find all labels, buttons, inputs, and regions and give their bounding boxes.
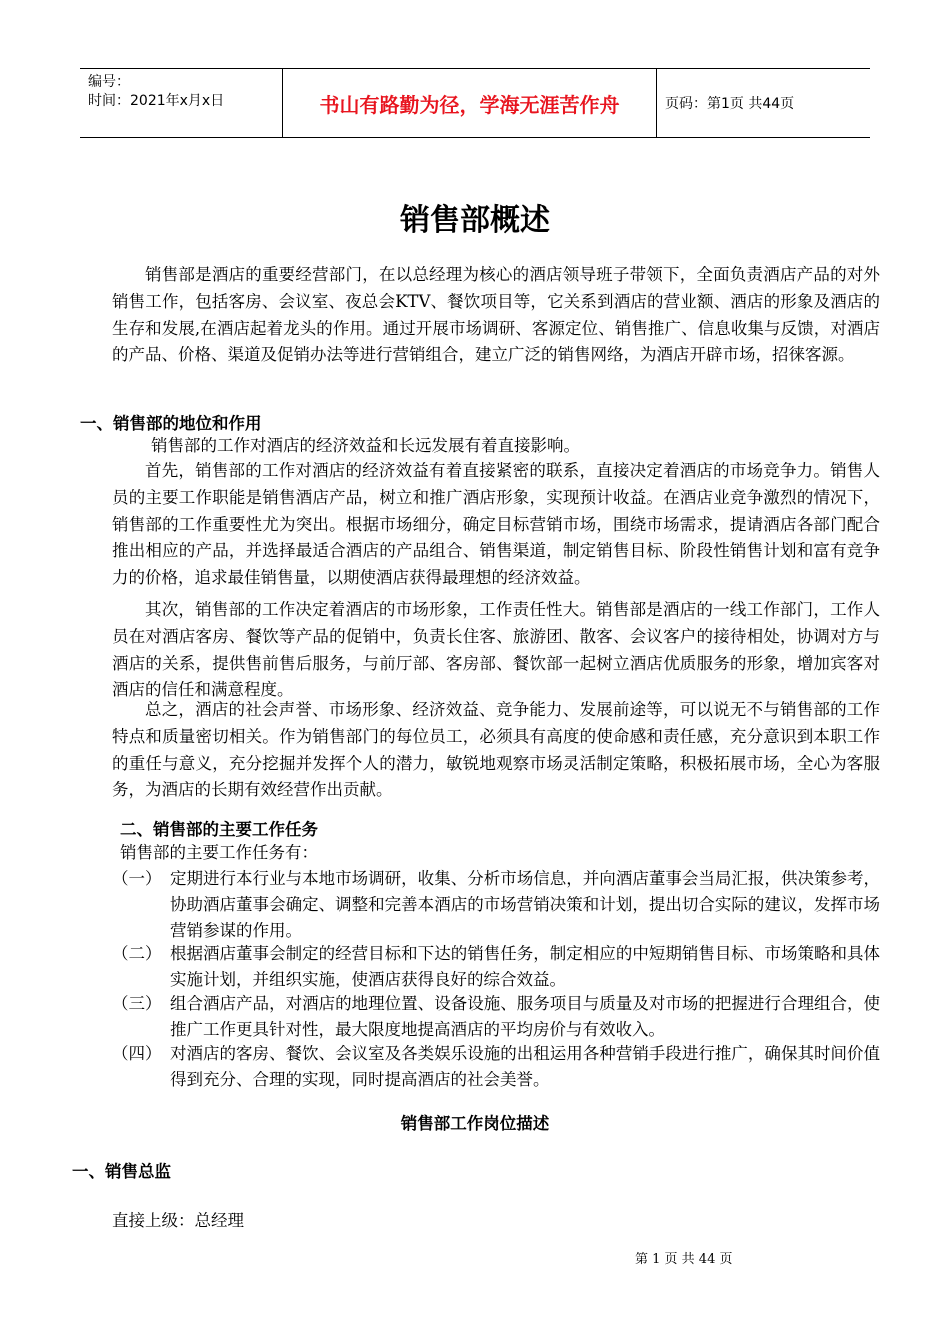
- header-motto: 书山有路勤为径，学海无涯苦作舟: [283, 69, 657, 137]
- task-number: （一）: [112, 869, 162, 888]
- section1-paragraph-4: 总之，酒店的社会声誉、市场形象、经济效益、竞争能力、发展前途等，可以说无不与销售部的工作特点和质量密切相关。作为销售部门的每位员工，必须具有高度的使命感和责任感，充分意识到本职工作的重任与意义，充分挖掘并发挥个人的潜力，敏锐地观察市场灵活制定策略，积极拓展市场，全心为客服务，为酒店的长期有效经营作出贡献。: [112, 700, 880, 800]
- task-number: （三）: [112, 994, 162, 1013]
- header-page-info: 页码：第1页 共44页: [665, 96, 795, 112]
- document-date: 时间：2021年x月x日: [88, 93, 225, 109]
- document-title: 销售部概述: [400, 203, 550, 238]
- task-text: 根据酒店董事会制定的经营目标和下达的销售任务，制定相应的中短期销售目标、市场策略和具体实施计划，并组织实施，使酒店获得良好的综合效益。: [170, 944, 880, 989]
- task-text: 对酒店的客房、餐饮、会议室及各类娱乐设施的出租运用各种营销手段进行推广，确保其时间价值得到充分、合理的实现，同时提高酒店的社会美誉。: [170, 1044, 880, 1089]
- section2-lead: 销售部的主要工作任务有：: [120, 843, 318, 862]
- section2-heading: 二、销售部的主要工作任务: [120, 820, 318, 839]
- document-number-label: 编号：: [88, 74, 130, 90]
- task-number: （二）: [112, 944, 162, 963]
- task-item: [112, 866, 880, 944]
- section1-paragraph-1: 销售部的工作对酒店的经济效益和长远发展有着直接影响。: [151, 436, 580, 455]
- section1-heading: 一、销售部的地位和作用: [80, 414, 262, 433]
- task-item: [112, 941, 880, 993]
- header-meta: [80, 69, 283, 137]
- task-number: （四）: [112, 1044, 162, 1063]
- task-item: [112, 991, 880, 1043]
- section1-paragraph-2: 首先，销售部的工作对酒店的经济效益有着直接紧密的联系，直接决定着酒店的市场竞争力。销售人员的主要工作职能是销售酒店产品，树立和推广酒店形象，实现预计收益。在酒店业竞争激烈的情况下，销售部的工作重要性尤为突出。根据市场细分，确定目标营销市场，围绕市场需求，提请酒店各部门配合推出相应的产品，并选择最适合酒店的产品组合、销售渠道，制定销售目标、阶段性销售计划和富有竞争力的价格，追求最佳销售量，以期使酒店获得最理想的经济效益。: [112, 461, 880, 588]
- position-heading: 一、销售总监: [72, 1162, 171, 1181]
- page-header: [80, 68, 870, 138]
- task-text: 组合酒店产品，对酒店的地理位置、设备设施、服务项目与质量及对市场的把握进行合理组合，使推广工作更具针对性，最大限度地提高酒店的平均房价与有效收入。: [170, 994, 880, 1039]
- task-item: [112, 1041, 880, 1093]
- page-footer: 第 1 页 共 44 页: [635, 1252, 733, 1267]
- intro-paragraph: 销售部是酒店的重要经营部门，在以总经理为核心的酒店领导班子带领下，全面负责酒店产品的对外销售工作，包括客房、会议室、夜总会KTV、餐饮项目等，它关系到酒店的营业额、酒店的形象及酒店的生存和发展,在酒店起着龙头的作用。通过开展市场调研、客源定位、销售推广、信息收集与反馈，对酒店的产品、价格、渠道及促销办法等进行营销组合，建立广泛的销售网络，为酒店开辟市场，招徕客源。: [112, 265, 880, 365]
- direct-superior: 直接上级：总经理: [112, 1211, 244, 1230]
- job-descriptions-title: 销售部工作岗位描述: [400, 1114, 550, 1133]
- task-text: 定期进行本行业与本地市场调研，收集、分析市场信息，并向酒店董事会当局汇报，供决策参考，协助酒店董事会确定、调整和完善本酒店的市场营销决策和计划，提出切合实际的建议，发挥市场营销参谋的作用。: [170, 869, 880, 940]
- section1-paragraph-3: 其次，销售部的工作决定着酒店的市场形象，工作责任性大。销售部是酒店的一线工作部门，工作人员在对酒店客房、餐饮等产品的促销中，负责长住客、旅游团、散客、会议客户的接待相处，协调对方与酒店的关系，提供售前售后服务，与前厅部、客房部、餐饮部一起树立酒店优质服务的形象，增加宾客对酒店的信任和满意程度。: [112, 600, 880, 700]
